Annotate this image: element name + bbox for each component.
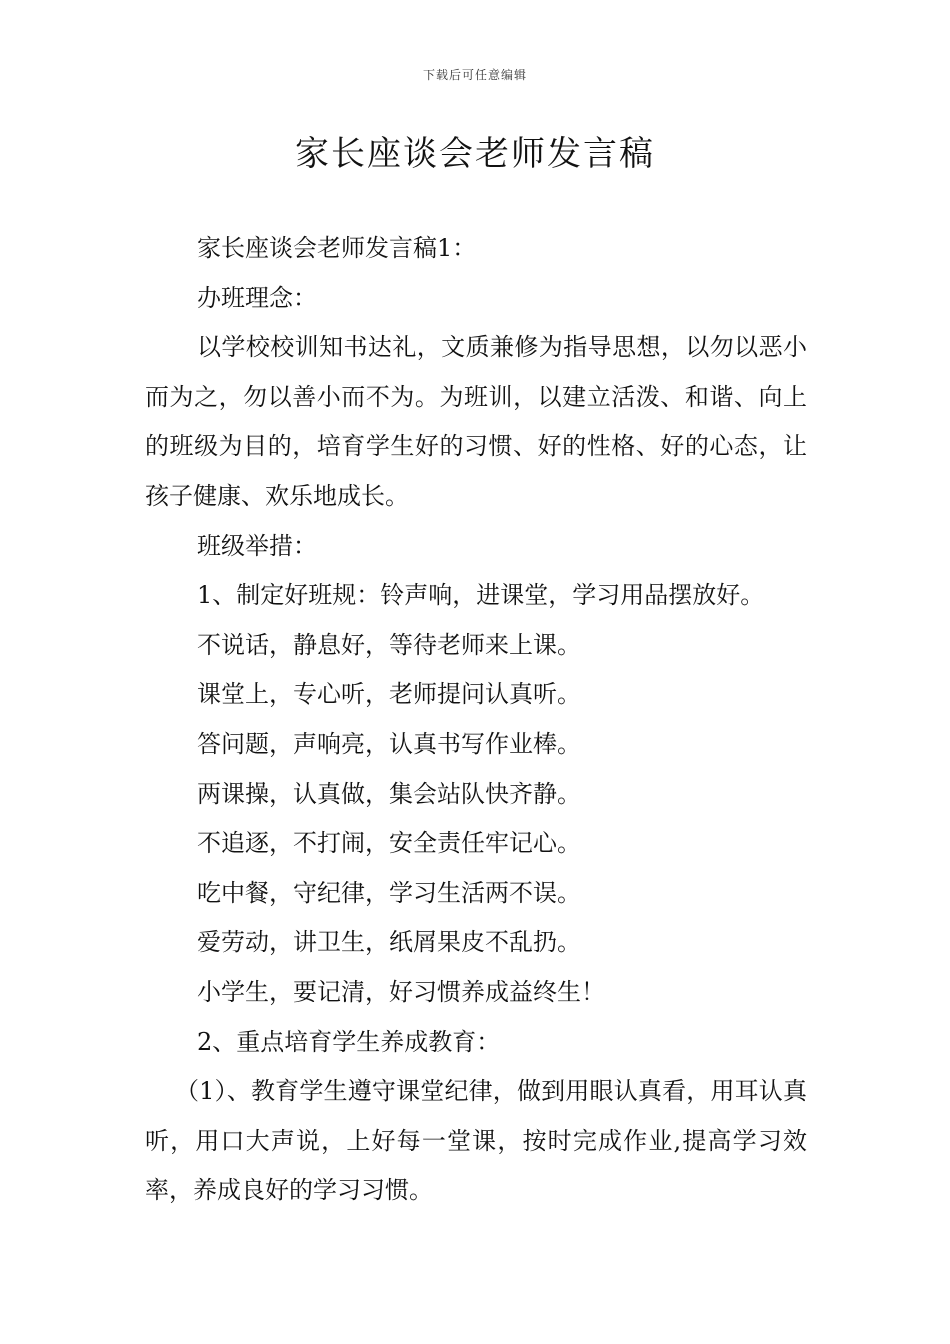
section-heading: 家长座谈会老师发言稿1：	[197, 234, 477, 262]
list-item: 2、重点培育学生养成教育：	[197, 1027, 501, 1056]
list-item: 1、制定好班规：铃声响，进课堂，学习用品摆放好。	[197, 581, 765, 610]
rule-line: 不说话，静息好，等待老师来上课。	[197, 630, 581, 659]
paragraph-discipline: （1）、教育学生遵守课堂纪律，做到用眼认真看，用耳认真听，用口大声说，上好每一堂课，按时完成作业,提高学习效率，养成良好的学习习惯。	[145, 1077, 807, 1205]
document-title: 家长座谈会老师发言稿	[295, 134, 655, 174]
paragraph-philosophy: 以学校校训知书达礼，文质兼修为指导思想，以勿以恶小而为之，勿以善小而不为。为班训，以建立活泼、和谐、向上的班级为目的，培育学生好的习惯、好的性格、好的心态，让孩子健康、欢乐地成长。	[145, 333, 807, 510]
rule-line: 爱劳动，讲卫生，纸屑果皮不乱扔。	[197, 928, 581, 957]
rule-line: 课堂上，专心听，老师提问认真听。	[197, 680, 581, 709]
rule-line: 小学生，要记清，好习惯养成益终生！	[197, 977, 605, 1006]
rule-line: 不追逐，不打闹，安全责任牢记心。	[197, 829, 581, 858]
rule-line: 答问题，声响亮，认真书写作业棒。	[197, 729, 581, 758]
header-note: 下载后可任意编辑	[422, 68, 527, 82]
subheading-measures: 班级举措：	[197, 531, 317, 560]
rule-line: 吃中餐，守纪律，学习生活两不误。	[197, 878, 581, 907]
subheading-philosophy: 办班理念：	[197, 283, 317, 312]
document-body	[145, 224, 807, 1216]
rule-line: 两课操，认真做，集会站队快齐静。	[197, 779, 581, 808]
